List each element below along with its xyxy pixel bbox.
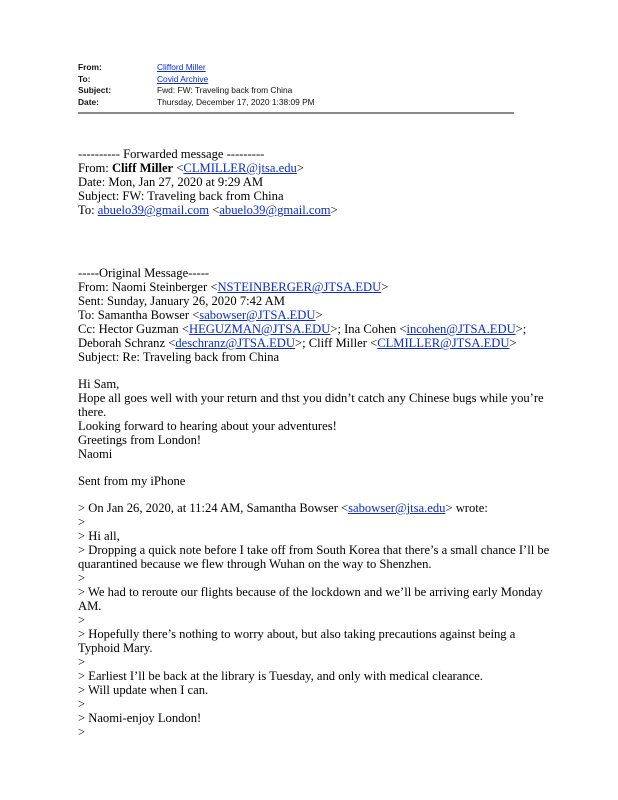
forward-date-line: Date: Mon, Jan 27, 2020 at 9:29 AM: [78, 175, 264, 189]
sent-from-line: Sent from my iPhone: [78, 474, 186, 488]
cc-email-link-heguzman[interactable]: HEGUZMAN@JTSA.EDU: [188, 322, 331, 336]
quoted-line: quarantined because we flew through Wuhan on the way to Shenzhen.: [78, 557, 432, 571]
original-to-line: To: Samantha Bowser <sabowser@JTSA.EDU>: [78, 308, 323, 322]
forward-from-name: Cliff Miller: [111, 161, 174, 175]
forward-from-prefix: From:: [78, 161, 112, 175]
original-cc-line: Cc: Hector Guzman <HEGUZMAN@JTSA.EDU>; Ina Cohen <incohen@JTSA.EDU>;: [78, 322, 527, 336]
quoted-line: > Hopefully there’s nothing to worry about, but also taking precautions against being a: [78, 627, 516, 641]
quoted-line: >: [78, 725, 86, 739]
quoted-line: >: [78, 515, 86, 529]
forward-to-line: To: abuelo39@gmail.com <abuelo39@gmail.com>: [78, 203, 338, 217]
forward-to-email-link[interactable]: abuelo39@gmail.com: [97, 203, 210, 217]
original-to-email-link[interactable]: sabowser@JTSA.EDU: [199, 308, 316, 322]
message-signoff: Naomi: [78, 447, 113, 461]
from-sender-link[interactable]: Clifford Miller: [157, 62, 206, 72]
original-subject-line: Subject: Re: Traveling back from China: [78, 350, 280, 364]
subject-label: Subject:: [78, 85, 112, 96]
original-sent-line: Sent: Sunday, January 26, 2020 7:42 AM: [78, 294, 285, 308]
date-label: Date:: [78, 96, 99, 107]
date-value: Thursday, December 17, 2020 1:38:09 PM: [157, 96, 315, 107]
quoted-line: > Hi all,: [78, 529, 120, 543]
quoted-line: AM.: [78, 599, 102, 613]
quoted-line: > Will update when I can.: [78, 683, 209, 697]
cc-email-link-incohen[interactable]: incohen@JTSA.EDU: [406, 322, 516, 336]
quoted-line: Typhoid Mary.: [78, 641, 153, 655]
subject-value: Fwd: FW: Traveling back from China: [157, 85, 293, 96]
quoted-line: >: [78, 613, 86, 627]
message-line: there.: [78, 405, 107, 419]
message-line: Hope all goes well with your return and thst you didn’t catch any Chinese bugs while you’re: [78, 391, 544, 405]
original-from-line: From: Naomi Steinberger <NSTEINBERGER@JTSA.EDU>: [78, 280, 389, 294]
quoted-line: > Dropping a quick note before I take off from South Korea that there’s a small chance I’ll be: [78, 543, 550, 557]
quoted-sender-email-link[interactable]: sabowser@jtsa.edu: [348, 501, 446, 515]
cc-email-link-deschranz[interactable]: deschranz@JTSA.EDU: [175, 336, 295, 350]
forward-from-email-link[interactable]: CLMILLER@jtsa.edu: [183, 161, 297, 175]
header-date-row: [78, 97, 518, 109]
message-line: Greetings from London!: [78, 433, 202, 447]
forward-subject-line: Subject: FW: Traveling back from China: [78, 189, 284, 203]
from-label: From:: [78, 62, 102, 72]
quoted-line: > Earliest I’ll be back at the library is Tuesday, and only with medical clearance.: [78, 669, 483, 683]
email-header: [78, 62, 518, 108]
original-divider: -----Original Message-----: [78, 266, 210, 280]
forward-divider: ---------- Forwarded message ---------: [78, 147, 265, 161]
cc-email-link-clmiller[interactable]: CLMILLER@JTSA.EDU: [377, 336, 510, 350]
quoted-line: > Naomi-enjoy London!: [78, 711, 202, 725]
header-to-row: [78, 74, 518, 86]
original-cc-line-2: Deborah Schranz <deschranz@JTSA.EDU>; Cliff Miller <CLMILLER@JTSA.EDU>: [78, 336, 517, 350]
to-label: To:: [78, 73, 91, 84]
quoted-intro-line: > On Jan 26, 2020, at 11:24 AM, Samantha Bowser <sabowser@jtsa.edu> wrote:: [78, 501, 488, 515]
to-recipient-link[interactable]: Covid Archive: [157, 73, 209, 84]
quoted-line: >: [78, 655, 86, 669]
original-from-email-link[interactable]: NSTEINBERGER@JTSA.EDU: [217, 280, 382, 294]
forward-to-email-link-2[interactable]: abuelo39@gmail.com: [219, 203, 331, 217]
header-from-row: [78, 62, 518, 74]
header-divider: [78, 112, 514, 114]
message-line: Looking forward to hearing about your adventures!: [78, 419, 337, 433]
quoted-line: >: [78, 697, 86, 711]
message-greeting: Hi Sam,: [78, 377, 120, 391]
header-subject-row: [78, 85, 518, 97]
forward-from-line: From: Cliff Miller <CLMILLER@jtsa.edu>: [78, 161, 304, 175]
quoted-line: >: [78, 571, 86, 585]
quoted-line: > We had to reroute our flights because of the lockdown and we’ll be arriving early Monday: [78, 585, 543, 599]
